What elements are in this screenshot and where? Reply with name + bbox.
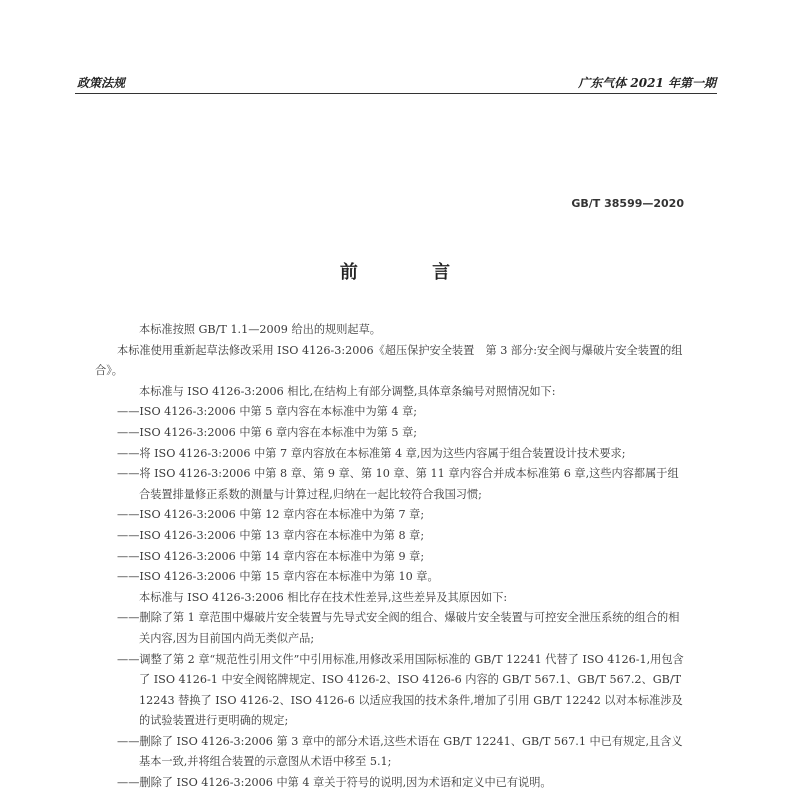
paragraph: 本标准按照 GB/T 1.1—2009 给出的规则起草。 [139,323,381,336]
list-item: ——ISO 4126-3:2006 中第 6 章内容在本标准中为第 5 章; [117,425,418,439]
header-section-label: 政策法规 [77,76,126,90]
list-item: ——ISO 4126-3:2006 中第 13 章内容在本标准中为第 8 章; [117,528,425,542]
list-item: ——调整了第 2 章“规范性引用文件”中引用标准,用修改采用国际标准的 GB/T 12241 代替了 ISO 4126-1,用包含了 ISO 4126-1 中安全阀铭牌规定、ISO 4126-2、ISO 4126-6 内容的 GB/T 567.1、GB/T 567.2、GB/T 12243 替换了 ISO 4126-2、ISO 4126-6 以适应我国的技术条件,增加了引用 GB/T 12242 以对本标准涉及的试验装置进行更明确的规定; [117,652,684,728]
list-item: ——ISO 4126-3:2006 中第 12 章内容在本标准中为第 7 章; [117,508,425,522]
list-item: ——将 ISO 4126-3:2006 中第 8 章、第 9 章、第 10 章、第 11 章内容合并成本标准第 6 章,这些内容都属于组合装置排量修正系数的测量与计算过程,归纳在一起比较符合我国习惯; [117,467,679,501]
paragraph: 本标准使用重新起草法修改采用 ISO 4126-3:2006《超压保护安全装置 第 3 部分:安全阀与爆破片安全装置的组合》。 [95,343,683,378]
list-item: ——删除了 ISO 4126-3:2006 中第 4 章关于符号的说明,因为术语和定义中已有说明。 [117,776,552,790]
paragraph: 本标准与 ISO 4126-3:2006 相比存在技术性差异,这些差异及其原因如下: [139,590,508,604]
header-journal-issue: 广东气体 2021 年第一期 [578,76,716,90]
list-item: ——将 ISO 4126-3:2006 中第 7 章内容放在本标准第 4 章,因为这些内容属于组合装置设计技术要求; [117,446,626,460]
list-item: ——删除了 ISO 4126-3:2006 第 3 章中的部分术语,这些术语在 GB/T 12241、GB/T 567.1 中已有规定,且含义基本一致,并将组合装置的示意图从术语中移至 5.1; [117,734,683,769]
list-item: ——ISO 4126-3:2006 中第 14 章内容在本标准中为第 9 章; [117,549,425,563]
page-title: 前 言 [339,262,485,283]
list-item: ——删除了第 1 章范围中爆破片安全装置与先导式安全阀的组合、爆破片安全装置与可控安全泄压系统的组合的相关内容,因为目前国内尚无类似产品; [117,611,680,645]
paragraph: 本标准与 ISO 4126-3:2006 相比,在结构上有部分调整,具体章条编号对照情况如下: [139,384,556,398]
header-divider [75,93,717,94]
list-item: ——ISO 4126-3:2006 中第 15 章内容在本标准中为第 10 章。 [117,570,439,584]
list-item: ——ISO 4126-3:2006 中第 5 章内容在本标准中为第 4 章; [117,405,418,419]
document-body [95,320,689,794]
standard-number: GB/T 38599—2020 [571,197,684,210]
